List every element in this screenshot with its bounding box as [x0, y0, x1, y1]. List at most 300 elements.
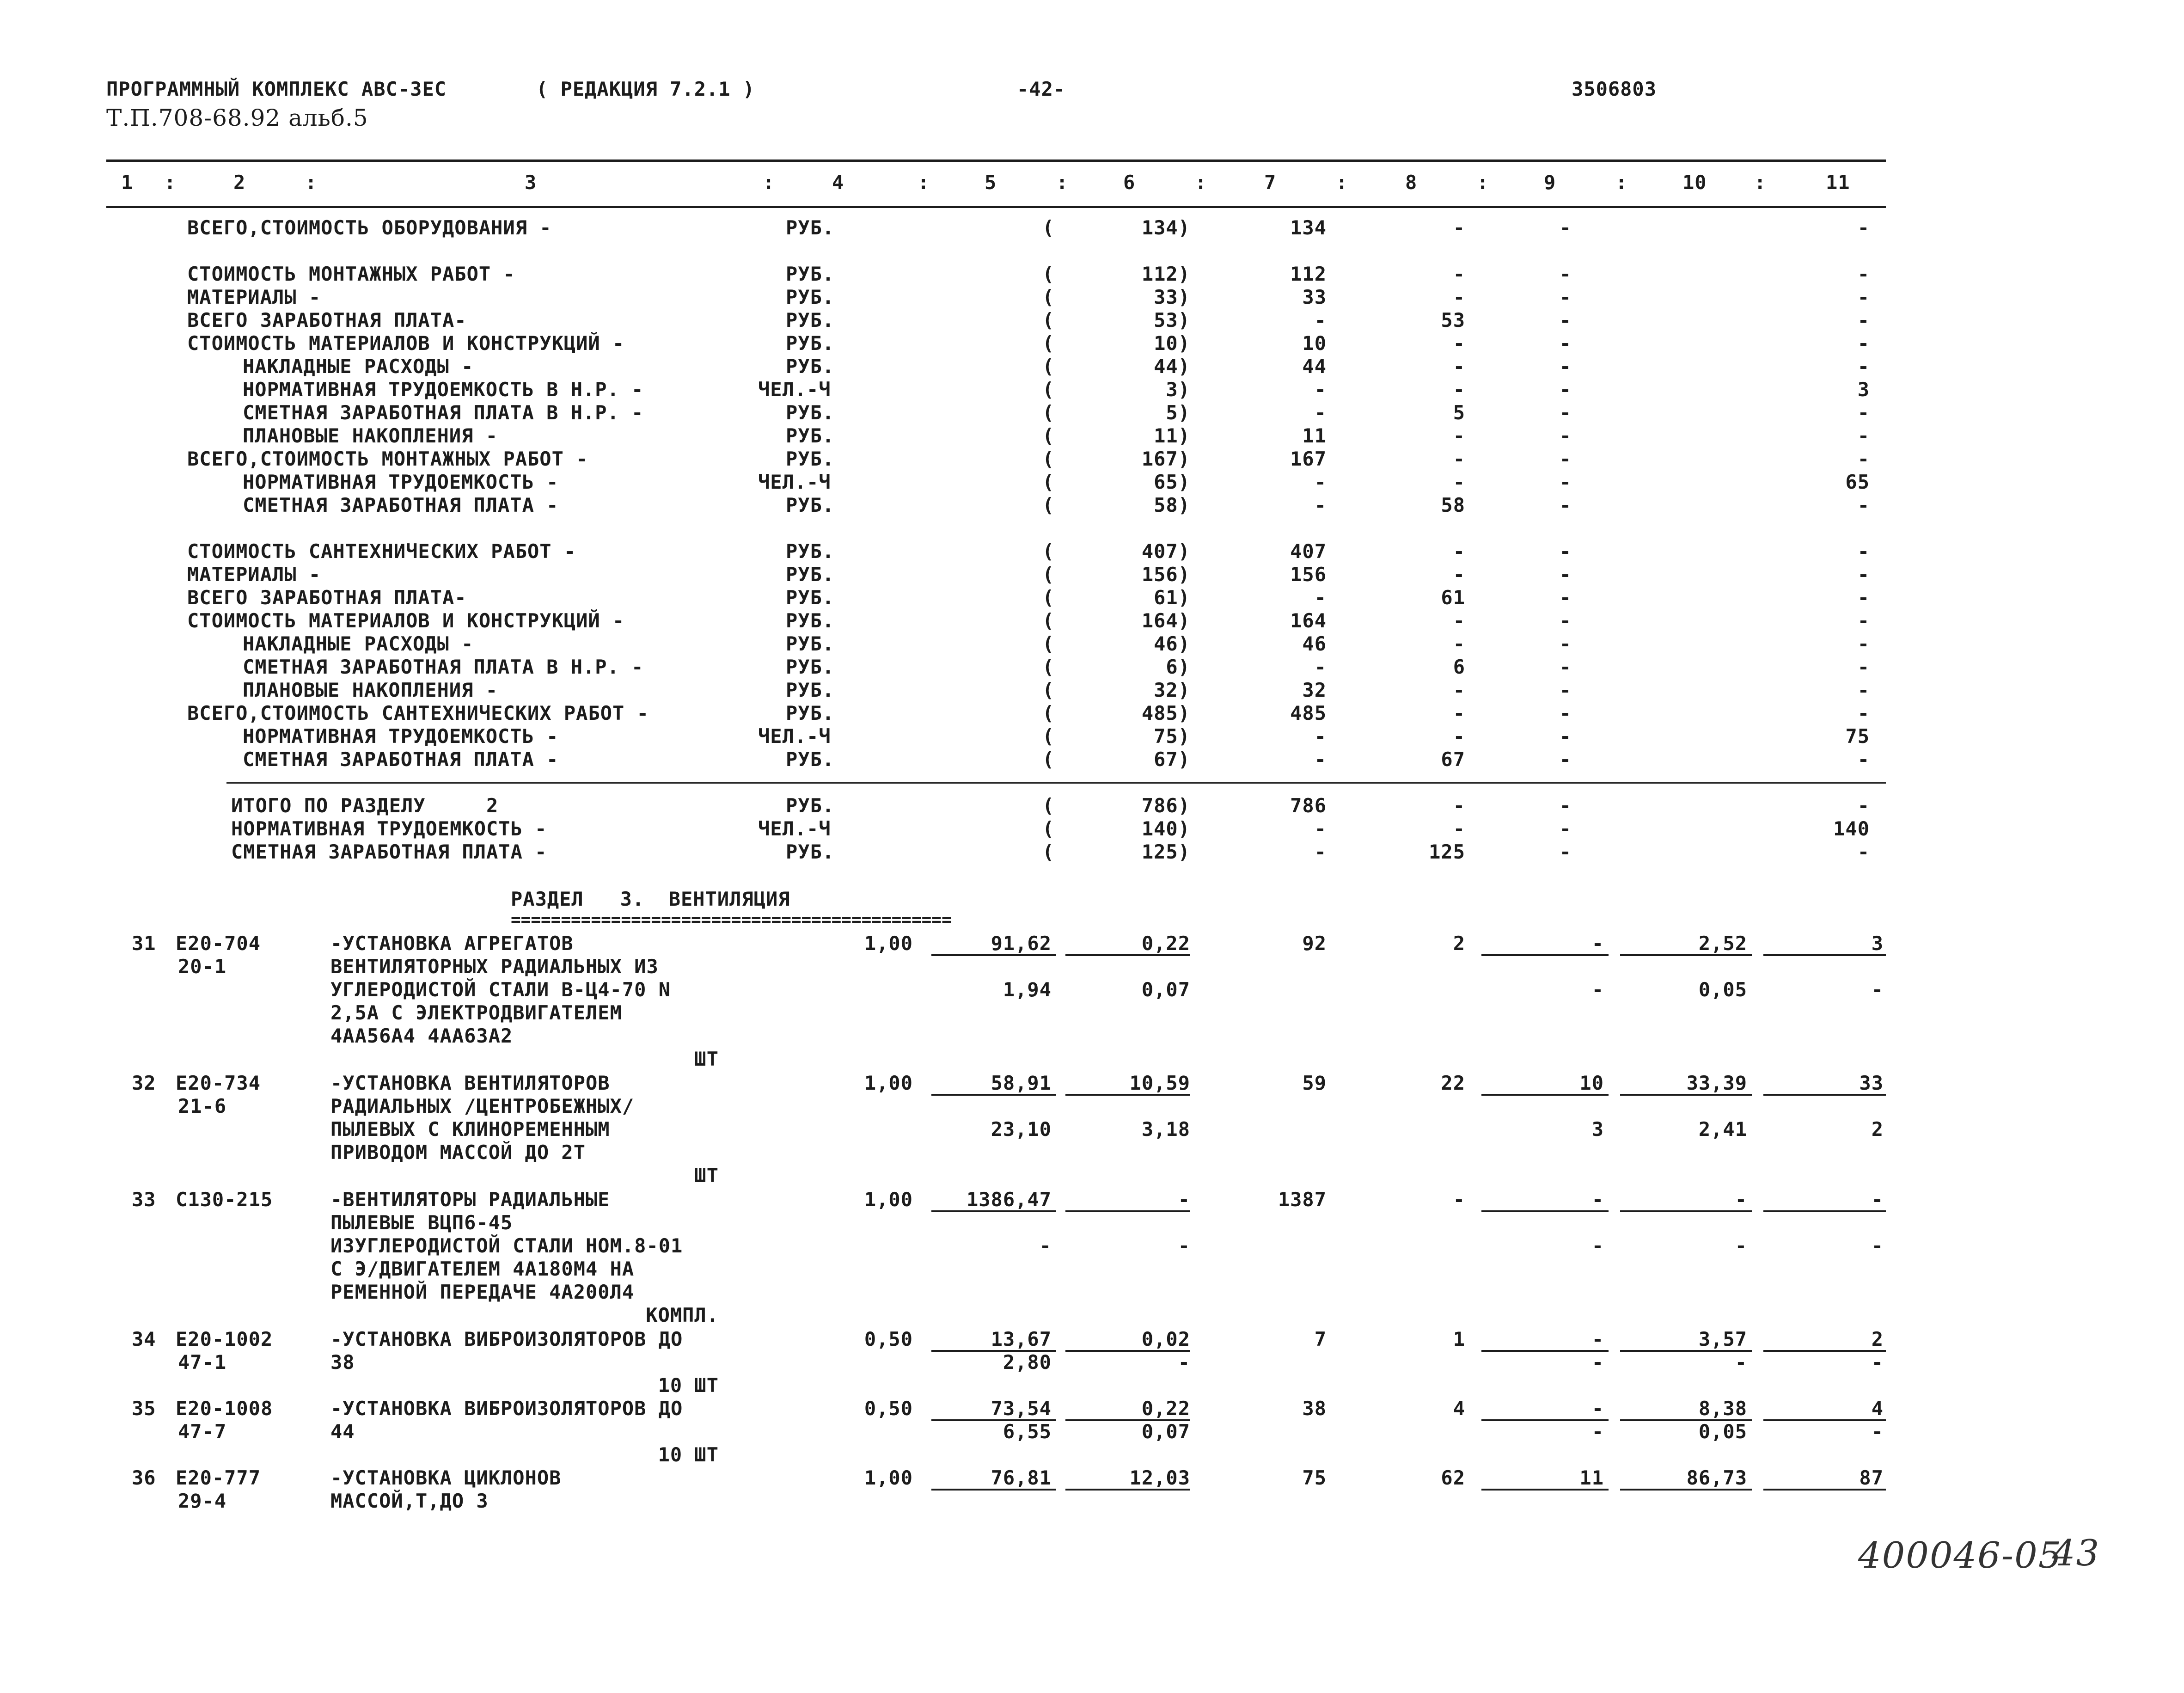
summary-open-paren: (: [1042, 494, 1055, 516]
item-col5-rule: [931, 1210, 1056, 1212]
item-quantity: 0,50: [864, 1328, 913, 1350]
item-description-line: УГЛЕРОДИСТОЙ СТАЛИ В-Ц4-70 N: [330, 978, 671, 1001]
item-col10-rule: [1620, 1350, 1752, 1352]
column-number: 3: [525, 171, 537, 194]
column-separator: :: [1615, 171, 1628, 194]
total-col9: -: [1559, 794, 1572, 817]
column-number: 2: [233, 171, 246, 194]
item-col10: 33,39: [1686, 1072, 1747, 1094]
item-quantity: 0,50: [864, 1397, 913, 1420]
summary-label: ПЛАНОВЫЕ НАКОПЛЕНИЯ -: [243, 424, 498, 447]
summary-unit: РУБ.: [786, 448, 835, 470]
total-col7: 786: [1290, 794, 1327, 817]
item-col11-sub: -: [1871, 1420, 1884, 1443]
item-col9-sub: -: [1591, 1420, 1604, 1443]
item-col8: 1: [1453, 1328, 1465, 1350]
item-code: С130-215: [176, 1188, 273, 1211]
summary-unit: РУБ.: [786, 702, 835, 724]
item-unit: ШТ: [694, 1164, 719, 1187]
item-col11: -: [1871, 1188, 1884, 1211]
section-title: РАЗДЕЛ 3. ВЕНТИЛЯЦИЯ: [511, 888, 790, 910]
item-description-line: -УСТАНОВКА ВИБРОИЗОЛЯТОРОВ ДО: [330, 1328, 683, 1350]
summary-label: НОРМАТИВНАЯ ТРУДОЕМКОСТЬ -: [243, 471, 559, 493]
summary-col9: -: [1559, 448, 1572, 470]
summary-col7: 10: [1302, 332, 1327, 355]
column-number: 8: [1405, 171, 1418, 194]
column-separator: :: [164, 171, 177, 194]
item-description-line: 38: [330, 1351, 355, 1374]
item-col5-sub: 23,10: [991, 1118, 1052, 1141]
item-code-sub: 47-1: [178, 1351, 227, 1374]
item-col10-sub: 0,05: [1698, 978, 1747, 1001]
summary-col8: -: [1453, 471, 1465, 493]
total-col11: -: [1857, 794, 1870, 817]
summary-open-paren: (: [1042, 309, 1055, 331]
item-unit: 10 ШТ: [658, 1443, 719, 1466]
summary-col6: 3): [1166, 378, 1190, 401]
summary-open-paren: (: [1042, 656, 1055, 678]
column-separator: :: [1754, 171, 1767, 194]
item-code-sub: 29-4: [178, 1490, 227, 1512]
summary-col7: 485: [1290, 702, 1327, 724]
summary-open-paren: (: [1042, 540, 1055, 563]
item-col6-rule: [1065, 1094, 1190, 1096]
item-col11: 2: [1871, 1328, 1884, 1350]
summary-col8: -: [1453, 563, 1465, 586]
item-number: 36: [132, 1466, 156, 1489]
summary-col11: -: [1857, 401, 1870, 424]
item-col11-rule: [1763, 954, 1886, 956]
summary-col6: 167): [1141, 448, 1190, 470]
summary-open-paren: (: [1042, 424, 1055, 447]
item-number: 35: [132, 1397, 156, 1420]
summary-col9: -: [1559, 309, 1572, 331]
item-col5-rule: [931, 1489, 1056, 1491]
item-col6-sub: 3,18: [1141, 1118, 1190, 1141]
item-col5: 58,91: [991, 1072, 1052, 1094]
total-col11: 140: [1833, 817, 1870, 840]
section-title-underline: ============================================: [511, 910, 952, 929]
column-number: 6: [1123, 171, 1136, 194]
summary-col7: 46: [1302, 632, 1327, 655]
summary-label: НОРМАТИВНАЯ ТРУДОЕМКОСТЬ -: [243, 725, 559, 748]
item-code: Е20-1008: [176, 1397, 273, 1420]
summary-unit: ЧЕЛ.-Ч: [758, 725, 831, 748]
item-col5-sub: 2,80: [1003, 1351, 1052, 1374]
summary-col6: 53): [1154, 309, 1190, 331]
summary-col9: -: [1559, 424, 1572, 447]
summary-col8: -: [1453, 679, 1465, 701]
item-description-line: РЕМЕННОЙ ПЕРЕДАЧЕ 4А200Л4: [330, 1281, 635, 1303]
item-col8: -: [1453, 1188, 1465, 1211]
summary-col6: 32): [1154, 679, 1190, 701]
summary-col7: 134: [1290, 216, 1327, 239]
summary-col7: 11: [1302, 424, 1327, 447]
summary-unit: РУБ.: [786, 632, 835, 655]
item-col5: 91,62: [991, 932, 1052, 955]
item-col11-sub: 2: [1871, 1118, 1884, 1141]
summary-col9: -: [1559, 471, 1572, 493]
summary-label: СМЕТНАЯ ЗАРАБОТНАЯ ПЛАТА -: [243, 748, 559, 771]
summary-unit: РУБ.: [786, 656, 835, 678]
total-label: СМЕТНАЯ ЗАРАБОТНАЯ ПЛАТА -: [231, 840, 547, 863]
item-description-line: -УСТАНОВКА АГРЕГАТОВ: [330, 932, 574, 955]
summary-open-paren: (: [1042, 378, 1055, 401]
column-number: 4: [832, 171, 844, 194]
summary-col8: -: [1453, 424, 1465, 447]
summary-col6: 112): [1141, 263, 1190, 285]
summary-col11: -: [1857, 656, 1870, 678]
column-number: 5: [985, 171, 997, 194]
page-number: -42-: [1017, 78, 1066, 100]
item-col6-rule: [1065, 954, 1190, 956]
summary-col9: -: [1559, 725, 1572, 748]
total-col11: -: [1857, 840, 1870, 863]
item-col6: 0,22: [1141, 1397, 1190, 1420]
item-col9: -: [1591, 1188, 1604, 1211]
item-col8: 4: [1453, 1397, 1465, 1420]
table-top-rule: [106, 159, 1886, 162]
summary-col8: -: [1453, 632, 1465, 655]
item-number: 31: [132, 932, 156, 955]
item-col6: 12,03: [1129, 1466, 1190, 1489]
summary-open-paren: (: [1042, 216, 1055, 239]
summary-unit: РУБ.: [786, 679, 835, 701]
project-reference: Т.П.708-68.92 альб.5: [106, 104, 368, 131]
item-col6-rule: [1065, 1489, 1190, 1491]
summary-col7: 167: [1290, 448, 1327, 470]
summary-label: МАТЕРИАЛЫ -: [187, 286, 321, 308]
item-col11-rule: [1763, 1419, 1886, 1421]
summary-open-paren: (: [1042, 448, 1055, 470]
summary-col11: -: [1857, 286, 1870, 308]
summary-label: СТОИМОСТЬ МОНТАЖНЫХ РАБОТ -: [187, 263, 515, 285]
item-col7: 92: [1302, 932, 1327, 955]
summary-col6: 6): [1166, 656, 1190, 678]
summary-label: НАКЛАДНЫЕ РАСХОДЫ -: [243, 632, 474, 655]
summary-col11: -: [1857, 609, 1870, 632]
item-description-line: ПРИВОДОМ МАССОЙ ДО 2Т: [330, 1141, 586, 1164]
item-col6-rule: [1065, 1350, 1190, 1352]
summary-col9: -: [1559, 656, 1572, 678]
summary-label: СТОИМОСТЬ МАТЕРИАЛОВ И КОНСТРУКЦИЙ -: [187, 609, 625, 632]
summary-label: ПЛАНОВЫЕ НАКОПЛЕНИЯ -: [243, 679, 498, 701]
summary-col7: -: [1314, 401, 1327, 424]
summary-col7: -: [1314, 378, 1327, 401]
item-col11: 87: [1859, 1466, 1884, 1489]
summary-col7: -: [1314, 748, 1327, 771]
item-col10: 86,73: [1686, 1466, 1747, 1489]
item-col9-sub: -: [1591, 1351, 1604, 1374]
item-col7: 38: [1302, 1397, 1327, 1420]
summary-unit: РУБ.: [786, 355, 835, 378]
summary-col8: 61: [1441, 586, 1465, 609]
item-col10: 3,57: [1698, 1328, 1747, 1350]
item-number: 32: [132, 1072, 156, 1094]
summary-col8: 67: [1441, 748, 1465, 771]
total-col8: -: [1453, 817, 1465, 840]
column-separator: :: [1336, 171, 1348, 194]
summary-col6: 10): [1154, 332, 1190, 355]
summary-col9: -: [1559, 632, 1572, 655]
summary-open-paren: (: [1042, 586, 1055, 609]
summary-col8: -: [1453, 725, 1465, 748]
summary-col11: -: [1857, 679, 1870, 701]
summary-col7: -: [1314, 471, 1327, 493]
summary-label: СТОИМОСТЬ МАТЕРИАЛОВ И КОНСТРУКЦИЙ -: [187, 332, 625, 355]
item-col10: -: [1735, 1188, 1747, 1211]
item-code: Е20-734: [176, 1072, 261, 1094]
item-col9-rule: [1481, 1419, 1609, 1421]
item-col11-rule: [1763, 1094, 1886, 1096]
summary-open-paren: (: [1042, 263, 1055, 285]
item-col7: 7: [1314, 1328, 1327, 1350]
total-label: ИТОГО ПО РАЗДЕЛУ 2: [231, 794, 499, 817]
summary-col6: 164): [1141, 609, 1190, 632]
item-description-line: ПЫЛЕВЫХ С КЛИНОРЕМЕННЫМ: [330, 1118, 610, 1141]
summary-col8: -: [1453, 609, 1465, 632]
total-label: НОРМАТИВНАЯ ТРУДОЕМКОСТЬ -: [231, 817, 547, 840]
item-col9-rule: [1481, 1094, 1609, 1096]
summary-col8: -: [1453, 378, 1465, 401]
summary-col11: -: [1857, 748, 1870, 771]
item-quantity: 1,00: [864, 1072, 913, 1094]
summary-col9: -: [1559, 679, 1572, 701]
summary-col6: 58): [1154, 494, 1190, 516]
summary-open-paren: (: [1042, 702, 1055, 724]
item-col11-rule: [1763, 1489, 1886, 1491]
summary-col6: 156): [1141, 563, 1190, 586]
summary-col6: 65): [1154, 471, 1190, 493]
summary-col8: -: [1453, 216, 1465, 239]
summary-col7: -: [1314, 656, 1327, 678]
summary-col7: 407: [1290, 540, 1327, 563]
item-col9-rule: [1481, 1489, 1609, 1491]
item-col6-rule: [1065, 1210, 1190, 1212]
total-unit: РУБ.: [786, 794, 835, 817]
summary-col6: 67): [1154, 748, 1190, 771]
item-col9-rule: [1481, 1350, 1609, 1352]
item-number: 34: [132, 1328, 156, 1350]
item-description-line: ПЫЛЕВЫЕ ВЦП6-45: [330, 1211, 513, 1234]
summary-col7: 112: [1290, 263, 1327, 285]
item-col6-sub: -: [1178, 1234, 1190, 1257]
summary-col9: -: [1559, 609, 1572, 632]
total-col6: 786): [1141, 794, 1190, 817]
item-col7: 1387: [1278, 1188, 1327, 1211]
summary-unit: РУБ.: [786, 286, 835, 308]
item-col11-sub: -: [1871, 1351, 1884, 1374]
item-col11-rule: [1763, 1210, 1886, 1212]
totals-rule: [226, 782, 1886, 784]
summary-label: СМЕТНАЯ ЗАРАБОТНАЯ ПЛАТА В Н.Р. -: [243, 656, 644, 678]
summary-open-paren: (: [1042, 563, 1055, 586]
item-col5: 13,67: [991, 1328, 1052, 1350]
item-unit: 10 ШТ: [658, 1374, 719, 1397]
item-col9-sub: 3: [1591, 1118, 1604, 1141]
summary-col6: 44): [1154, 355, 1190, 378]
summary-col6: 61): [1154, 586, 1190, 609]
summary-open-paren: (: [1042, 332, 1055, 355]
summary-col11: -: [1857, 424, 1870, 447]
summary-col8: -: [1453, 332, 1465, 355]
summary-unit: РУБ.: [786, 609, 835, 632]
table-header-rule: [106, 206, 1886, 208]
item-unit: ШТ: [694, 1048, 719, 1070]
item-code: Е20-1002: [176, 1328, 273, 1350]
summary-col8: -: [1453, 448, 1465, 470]
item-col11: 3: [1871, 932, 1884, 955]
summary-label: НОРМАТИВНАЯ ТРУДОЕМКОСТЬ В Н.Р. -: [243, 378, 644, 401]
summary-col11: 3: [1857, 378, 1870, 401]
item-col5-sub: -: [1039, 1234, 1052, 1257]
summary-col7: -: [1314, 494, 1327, 516]
summary-col6: 46): [1154, 632, 1190, 655]
column-separator: :: [1195, 171, 1207, 194]
item-col8: 22: [1441, 1072, 1465, 1094]
item-col6-sub: -: [1178, 1351, 1190, 1374]
item-col10-rule: [1620, 1210, 1752, 1212]
summary-label: ВСЕГО,СТОИМОСТЬ САНТЕХНИЧЕСКИХ РАБОТ -: [187, 702, 649, 724]
column-number: 10: [1682, 171, 1707, 194]
summary-unit: РУБ.: [786, 494, 835, 516]
item-number: 33: [132, 1188, 156, 1211]
item-col6: 10,59: [1129, 1072, 1190, 1094]
item-col11-sub: -: [1871, 978, 1884, 1001]
summary-col11: -: [1857, 586, 1870, 609]
summary-col11: -: [1857, 702, 1870, 724]
item-col5: 1386,47: [966, 1188, 1052, 1211]
summary-col8: 6: [1453, 656, 1465, 678]
summary-col11: 65: [1845, 471, 1870, 493]
item-col6: -: [1178, 1188, 1190, 1211]
summary-col7: -: [1314, 586, 1327, 609]
summary-unit: РУБ.: [786, 424, 835, 447]
item-col9: -: [1591, 1397, 1604, 1420]
summary-unit: ЧЕЛ.-Ч: [758, 471, 831, 493]
summary-open-paren: (: [1042, 679, 1055, 701]
summary-open-paren: (: [1042, 355, 1055, 378]
item-col9-sub: -: [1591, 978, 1604, 1001]
item-col10-sub: 0,05: [1698, 1420, 1747, 1443]
item-col5: 76,81: [991, 1466, 1052, 1489]
total-col6: 125): [1141, 840, 1190, 863]
summary-col6: 407): [1141, 540, 1190, 563]
summary-col9: -: [1559, 263, 1572, 285]
item-col11: 4: [1871, 1397, 1884, 1420]
item-code-sub: 21-6: [178, 1095, 227, 1117]
item-code-sub: 47-7: [178, 1420, 227, 1443]
summary-unit: РУБ.: [786, 586, 835, 609]
handwritten-page-number: 43: [2052, 1533, 2100, 1574]
item-description-line: ИЗУГЛЕРОДИСТОЙ СТАЛИ НОМ.8-01: [330, 1234, 683, 1257]
item-col10: 8,38: [1698, 1397, 1747, 1420]
summary-col7: 32: [1302, 679, 1327, 701]
total-open-paren: (: [1042, 840, 1055, 863]
summary-open-paren: (: [1042, 401, 1055, 424]
item-quantity: 1,00: [864, 932, 913, 955]
column-separator: :: [1056, 171, 1069, 194]
summary-col9: -: [1559, 286, 1572, 308]
column-number: 7: [1264, 171, 1277, 194]
summary-col9: -: [1559, 540, 1572, 563]
summary-label: ВСЕГО,СТОИМОСТЬ МОНТАЖНЫХ РАБОТ -: [187, 448, 588, 470]
summary-unit: РУБ.: [786, 216, 835, 239]
item-col11-sub: -: [1871, 1234, 1884, 1257]
item-unit: КОМПЛ.: [646, 1304, 719, 1326]
summary-col9: -: [1559, 401, 1572, 424]
summary-col11: -: [1857, 448, 1870, 470]
summary-col6: 485): [1141, 702, 1190, 724]
total-col7: -: [1314, 840, 1327, 863]
item-col5-sub: 1,94: [1003, 978, 1052, 1001]
item-col5: 73,54: [991, 1397, 1052, 1420]
summary-open-paren: (: [1042, 471, 1055, 493]
item-code-sub: 20-1: [178, 955, 227, 978]
summary-col6: 134): [1141, 216, 1190, 239]
summary-unit: РУБ.: [786, 748, 835, 771]
summary-col8: -: [1453, 702, 1465, 724]
summary-col7: 33: [1302, 286, 1327, 308]
item-col9: 11: [1579, 1466, 1604, 1489]
item-col5-sub: 6,55: [1003, 1420, 1052, 1443]
item-description-line: 2,5А С ЭЛЕКТРОДВИГАТЕЛЕМ: [330, 1001, 622, 1024]
summary-col9: -: [1559, 748, 1572, 771]
summary-col9: -: [1559, 563, 1572, 586]
item-description-line: -УСТАНОВКА ВИБРОИЗОЛЯТОРОВ ДО: [330, 1397, 683, 1420]
summary-unit: РУБ.: [786, 401, 835, 424]
total-col8: -: [1453, 794, 1465, 817]
item-col9: -: [1591, 932, 1604, 955]
summary-label: МАТЕРИАЛЫ -: [187, 563, 321, 586]
item-code: Е20-777: [176, 1466, 261, 1489]
summary-col9: -: [1559, 494, 1572, 516]
summary-col11: -: [1857, 309, 1870, 331]
item-col9-rule: [1481, 954, 1609, 956]
total-col9: -: [1559, 817, 1572, 840]
summary-col7: -: [1314, 725, 1327, 748]
summary-col8: -: [1453, 286, 1465, 308]
item-description-line: ВЕНТИЛЯТОРНЫХ РАДИАЛЬНЫХ ИЗ: [330, 955, 659, 978]
summary-unit: РУБ.: [786, 332, 835, 355]
summary-col11: 75: [1845, 725, 1870, 748]
item-col10-sub: 2,41: [1698, 1118, 1747, 1141]
item-quantity: 1,00: [864, 1188, 913, 1211]
summary-col6: 11): [1154, 424, 1190, 447]
summary-col9: -: [1559, 355, 1572, 378]
summary-open-paren: (: [1042, 286, 1055, 308]
total-open-paren: (: [1042, 817, 1055, 840]
summary-unit: РУБ.: [786, 263, 835, 285]
column-number: 1: [121, 171, 134, 194]
summary-open-paren: (: [1042, 748, 1055, 771]
item-description-line: С Э/ДВИГАТЕЛЕМ 4А180М4 НА: [330, 1257, 635, 1280]
summary-unit: ЧЕЛ.-Ч: [758, 378, 831, 401]
summary-col9: -: [1559, 216, 1572, 239]
summary-col7: 164: [1290, 609, 1327, 632]
column-separator: :: [918, 171, 930, 194]
item-col9: 10: [1579, 1072, 1604, 1094]
document-code: 3506803: [1572, 78, 1657, 100]
summary-col8: 58: [1441, 494, 1465, 516]
item-description-line: -УСТАНОВКА ВЕНТИЛЯТОРОВ: [330, 1072, 610, 1094]
summary-col11: -: [1857, 632, 1870, 655]
total-col6: 140): [1141, 817, 1190, 840]
summary-col11: -: [1857, 263, 1870, 285]
summary-unit: РУБ.: [786, 540, 835, 563]
summary-col8: -: [1453, 540, 1465, 563]
summary-open-paren: (: [1042, 609, 1055, 632]
